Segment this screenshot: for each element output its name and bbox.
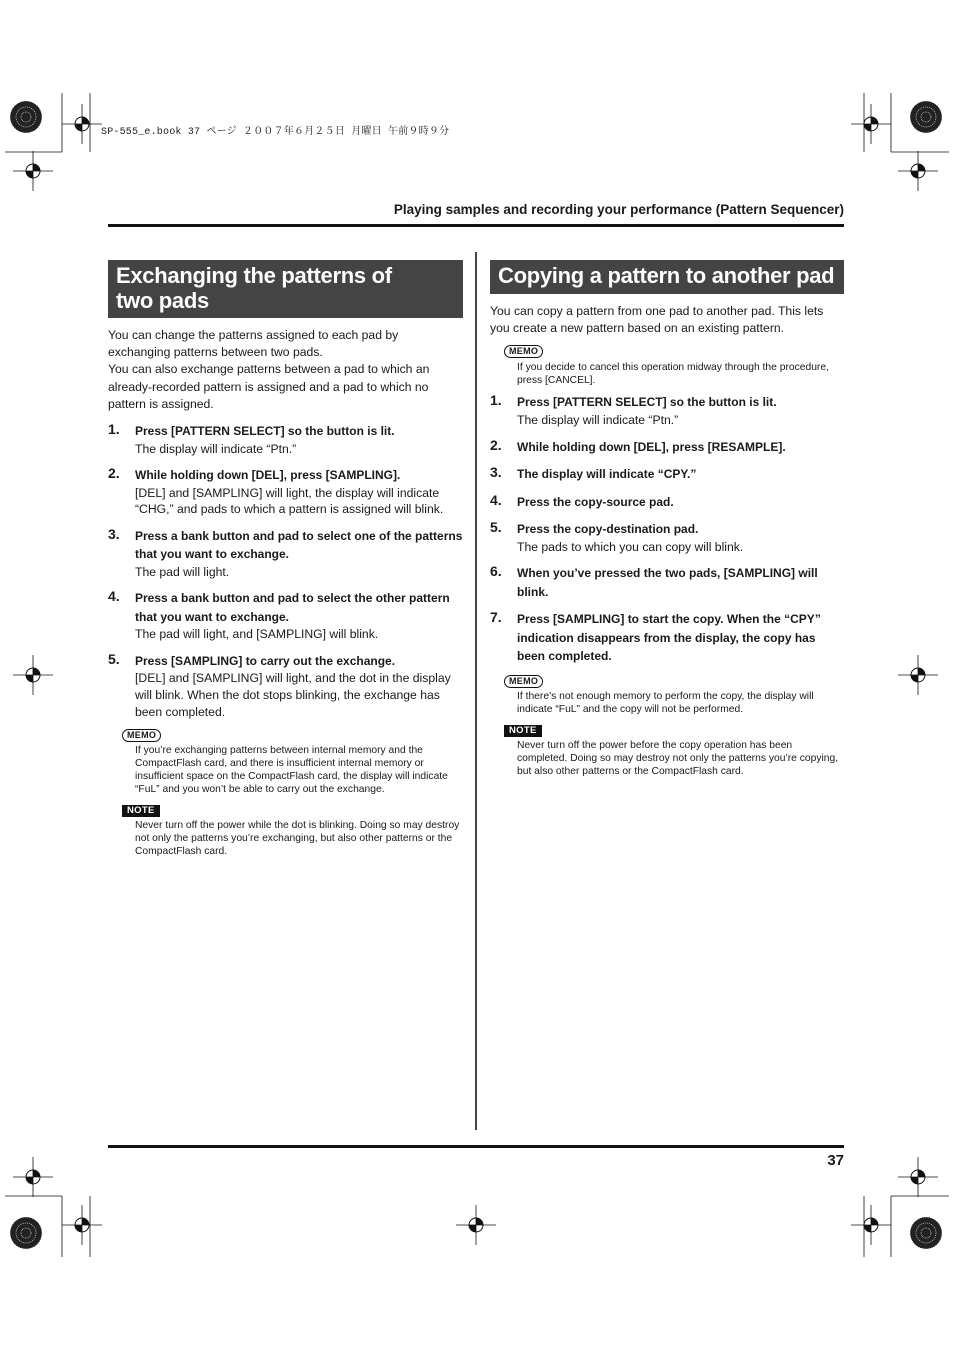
step-description: [DEL] and [SAMPLING] will light, the display will indicate “CHG,” and pads to which a pattern is assigned will blink. — [135, 485, 444, 517]
step-4 — [108, 589, 463, 643]
column-divider — [475, 252, 477, 1130]
step-number: 5. — [108, 650, 120, 667]
step-title: Press [SAMPLING] to carry out the exchange. — [135, 653, 396, 668]
step-description: The display will indicate “Ptn.” — [517, 412, 679, 427]
memo-text: If you’re exchanging patterns between internal memory and the CompactFlash card, and there is insufficient internal memory or insufficient space on the CompactFlash card, the display will indicate “FuL” and you won’t be able to carry out the exchange. — [135, 745, 448, 796]
heading-line: Exchanging the patterns of — [116, 263, 392, 288]
memo-badge: MEMO — [504, 345, 543, 358]
running-head: Playing samples and recording your performance (Pattern Sequencer) — [393, 202, 844, 217]
step-description: The pads to which you can copy will blink. — [517, 539, 744, 554]
note-badge: NOTE — [504, 725, 542, 737]
top-rule — [108, 224, 844, 227]
intro-paragraph: You can change the patterns assigned to each pad by exchanging patterns between two pads. — [108, 328, 399, 360]
step-6 — [490, 564, 844, 601]
step-number: 1. — [490, 392, 502, 409]
step-title: Press a bank button and pad to select the other pattern that you want to exchange. — [135, 591, 450, 624]
step-description: [DEL] and [SAMPLING] will light, and the dot in the display will blink. When the dot stops blinking, the exchange has been completed. — [135, 671, 451, 719]
note-badge: NOTE — [122, 805, 160, 817]
step-title: Press the copy-destination pad. — [517, 522, 699, 537]
step-number: 5. — [490, 519, 502, 536]
step-title: Press [PATTERN SELECT] so the button is lit. — [135, 424, 395, 439]
step-4 — [490, 493, 844, 512]
step-3 — [108, 527, 463, 581]
step-number: 4. — [108, 588, 120, 605]
step-title: While holding down [DEL], press [SAMPLING]. — [135, 468, 401, 483]
note-text: Never turn off the power while the dot is blinking. Doing so may destroy not only the patterns you’re exchanging, but also other patterns or the CompactFlash card. — [135, 820, 460, 858]
step-number: 2. — [108, 465, 120, 482]
memo-tag-row — [108, 726, 463, 743]
step-title: Press the copy-source pad. — [517, 494, 674, 509]
bottom-rule — [108, 1145, 844, 1148]
heading-line: two pads — [116, 288, 209, 313]
left-column — [108, 260, 463, 859]
memo-badge: MEMO — [122, 729, 161, 742]
note-text: Never turn off the power before the copy operation has been completed. Doing so may destroy not only the patterns you’re copying, but also other patterns or the CompactFlash card. — [517, 739, 839, 777]
memo-badge: MEMO — [504, 675, 543, 688]
step-title: The display will indicate “CPY.” — [517, 467, 697, 482]
step-title: When you’ve pressed the two pads, [SAMPLING] will blink. — [517, 566, 818, 599]
intro-paragraph: You can also exchange patterns between a pad to which an already-recorded pattern is assigned and a pad to which no pattern is assigned. — [108, 362, 430, 411]
right-column — [490, 260, 844, 779]
memo-text: If there’s not enough memory to perform the copy, the display will indicate “FuL” and the copy will not be performed. — [517, 690, 814, 715]
note-tag-row — [490, 721, 844, 738]
step-number: 1. — [108, 421, 120, 438]
step-description: The pad will light, and [SAMPLING] will blink. — [135, 627, 379, 642]
step-description: The display will indicate “Ptn.” — [135, 441, 297, 456]
section-heading-exchange — [108, 260, 463, 318]
step-1 — [108, 422, 463, 457]
step-title: Press a bank button and pad to select one of the patterns that you want to exchange. — [135, 528, 463, 562]
memo-text: If you decide to cancel this operation midway through the procedure, press [CANCEL]. — [517, 361, 829, 386]
step-number: 7. — [490, 609, 502, 626]
step-description: The pad will light. — [135, 564, 230, 579]
step-number: 3. — [490, 464, 502, 481]
step-title: Press [SAMPLING] to start the copy. When the “CPY” indication disappears from the display, the copy has been completed. — [517, 612, 821, 664]
step-title: While holding down [DEL], press [RESAMPLE]. — [517, 439, 786, 454]
step-number: 4. — [490, 491, 502, 508]
note-tag-row — [108, 801, 463, 818]
step-number: 2. — [490, 436, 502, 453]
step-2 — [490, 438, 844, 457]
step-number: 3. — [108, 525, 120, 542]
print-info-line: SP-555_e.book 37 ページ ２００７年６月２５日 月曜日 午前９時９分 — [101, 127, 450, 138]
section-heading-copy — [490, 260, 844, 294]
intro-paragraph: You can copy a pattern from one pad to another pad. This lets you create a new pattern based on an existing pattern. — [490, 304, 824, 336]
memo-tag-row — [490, 672, 844, 689]
step-title: Press [PATTERN SELECT] so the button is lit. — [517, 395, 777, 410]
step-1 — [490, 393, 844, 428]
step-5 — [108, 652, 463, 720]
step-2 — [108, 466, 463, 518]
step-5 — [490, 520, 844, 555]
step-3 — [490, 465, 844, 484]
memo-tag-row — [490, 342, 844, 359]
heading-line: Copying a pattern to another pad — [498, 263, 835, 288]
step-number: 6. — [490, 563, 502, 580]
page-number: 37 — [827, 1152, 844, 1169]
step-7 — [490, 610, 844, 666]
